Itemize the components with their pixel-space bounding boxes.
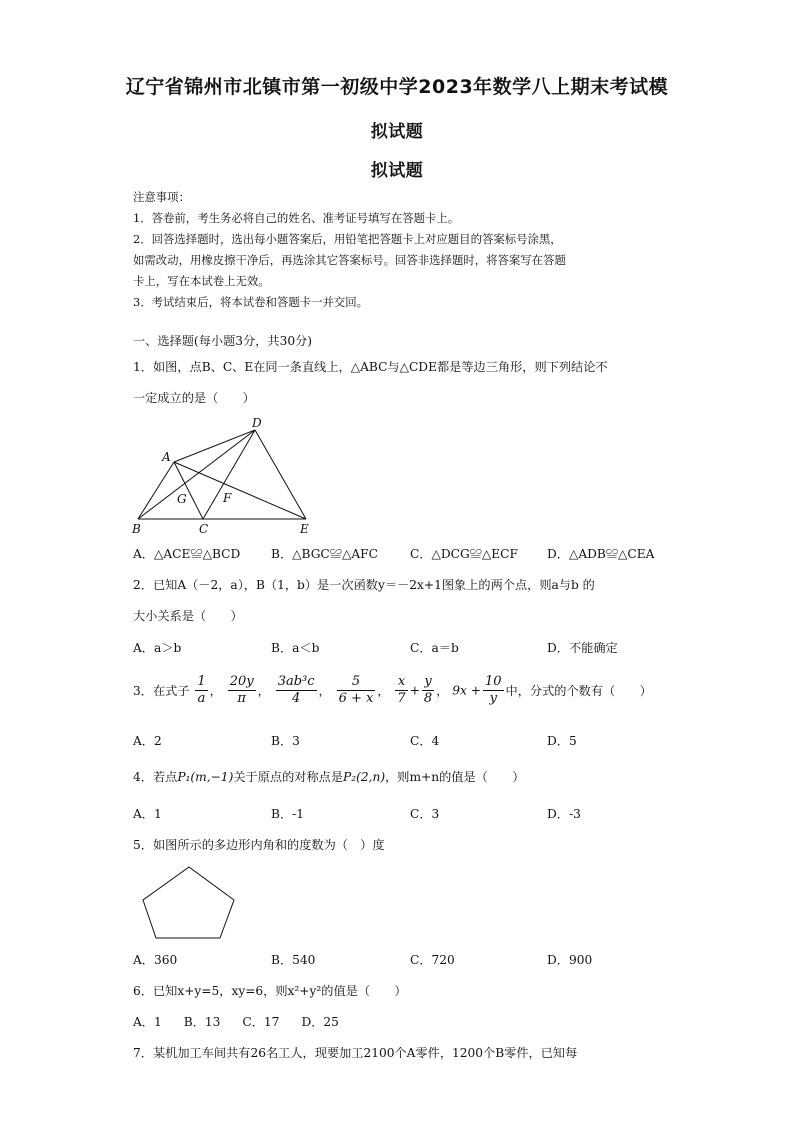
question-3-options bbox=[133, 732, 673, 750]
question-5-options bbox=[133, 951, 673, 969]
option-a[interactable]: A．1 bbox=[133, 807, 162, 821]
figure-label-g: G bbox=[177, 492, 187, 506]
notice-item: 卡上，写在本试卷上无效。 bbox=[133, 274, 270, 288]
option-a[interactable]: A．1 bbox=[133, 1015, 162, 1029]
option-b[interactable]: B．3 bbox=[271, 734, 300, 748]
notice-item: 如需改动，用橡皮擦干净后，再选涂其它答案标号。回答非选择题时，将答案写在答题 bbox=[133, 253, 566, 267]
figure-label-e: E bbox=[300, 522, 309, 536]
section-title: 一、选择题(每小题3分，共30分) bbox=[133, 334, 313, 348]
notice-heading: 注意事项： bbox=[133, 190, 190, 204]
fraction-4: $\frac{5}{6 + x}$ bbox=[338, 674, 374, 706]
option-b[interactable]: B．-1 bbox=[271, 807, 305, 821]
figure-label-d: D bbox=[252, 416, 262, 430]
option-c[interactable]: C．4 bbox=[410, 734, 440, 748]
question-4-text: 4．若点P₁(m,−1)关于原点的对称点是P₂(2,n)，则m+n的值是（ ） bbox=[133, 770, 525, 784]
question-2-text-cont: 大小关系是（ ） bbox=[133, 609, 243, 623]
option-a[interactable]: A．a＞b bbox=[133, 641, 182, 655]
question-3-text: 3．在式子 $\frac{1}{a}$ ， $\frac{20y}{\pi}$ ， $\frac{\text{3ab³c}}{4}$ ， $\frac{5}{6 + x}$ ， $\frac{x}{7}$ + $\frac{y}{8}$ ， 9x + $\frac{10}{y}$ 中，分式的个数有（ ） bbox=[133, 674, 652, 706]
option-a[interactable]: A．△ACE≌△BCD bbox=[133, 547, 241, 561]
option-c[interactable]: C．△DCG≌△ECF bbox=[410, 547, 518, 561]
question-7-text: 7．某机加工车间共有26名工人，现要加工2100个A零件，1200个B零件，已知每 bbox=[133, 1046, 578, 1060]
option-d[interactable]: D．900 bbox=[547, 953, 593, 967]
pentagon-figure bbox=[140, 864, 238, 942]
question-1-text: 1．如图，点B、C、E在同一条直线上，△ABC与△CDE都是等边三角形，则下列结论不 bbox=[133, 360, 608, 374]
figure-label-c: C bbox=[199, 522, 209, 536]
fraction-6: $\frac{10}{y}$ bbox=[484, 674, 502, 706]
fraction-2: $\frac{20y}{\pi}$ bbox=[229, 674, 254, 706]
option-d[interactable]: D．-3 bbox=[547, 807, 581, 821]
question-6-options bbox=[133, 1013, 673, 1031]
option-b[interactable]: B．△BGC≌△AFC bbox=[271, 547, 378, 561]
option-d[interactable]: D．△ADB≌△CEA bbox=[547, 547, 655, 561]
option-c[interactable]: C．17 bbox=[242, 1015, 280, 1029]
point-p2: P₂(2,n) bbox=[343, 770, 386, 784]
question-1-figure bbox=[128, 412, 318, 538]
question-4-options bbox=[133, 805, 673, 823]
notice-item: 3．考试结束后，将本试卷和答题卡一并交回。 bbox=[133, 295, 369, 309]
question-5-text: 5．如图所示的多边形内角和的度数为（ ）度 bbox=[133, 838, 385, 852]
figure-label-f: F bbox=[223, 491, 232, 505]
question-3-prefix: 3．在式子 bbox=[133, 684, 190, 698]
option-d[interactable]: D．25 bbox=[301, 1015, 339, 1029]
option-d[interactable]: D．5 bbox=[547, 734, 577, 748]
notice-item: 1．答卷前，考生务必将自己的姓名、准考证号填写在答题卡上。 bbox=[133, 211, 460, 225]
option-b[interactable]: B．a＜b bbox=[271, 641, 320, 655]
option-b[interactable]: B．540 bbox=[271, 953, 316, 967]
page-title: 辽宁省锦州市北镇市第一初级中学2023年数学八上期末考试模 bbox=[125, 76, 669, 98]
question-3-suffix: 中，分式的个数有（ ） bbox=[505, 684, 652, 698]
question-1-text-cont: 一定成立的是（ ） bbox=[133, 391, 255, 405]
question-1-options bbox=[133, 545, 673, 563]
fraction-3: $\frac{\text{3ab³c}}{4}$ bbox=[277, 674, 315, 706]
option-a[interactable]: A．2 bbox=[133, 734, 162, 748]
question-2-options bbox=[133, 639, 673, 657]
question-2-text: 2．已知A（－2，a），B（1，b）是一次函数y＝－2x+1图象上的两个点，则a与b 的 bbox=[133, 578, 595, 592]
page-title-continued: 拟试题 bbox=[370, 122, 424, 142]
option-c[interactable]: C．3 bbox=[410, 807, 440, 821]
fraction-5b: $\frac{y}{8}$ bbox=[423, 674, 433, 706]
option-b[interactable]: B．13 bbox=[183, 1015, 221, 1029]
fraction-5a: $\frac{x}{7}$ bbox=[397, 674, 406, 706]
figure-label-a: A bbox=[162, 450, 171, 464]
question-6-text: 6．已知x+y=5，xy=6，则x²+y²的值是（ ） bbox=[133, 984, 407, 998]
option-d[interactable]: D．不能确定 bbox=[547, 641, 618, 655]
point-p1: P₁(m,−1) bbox=[177, 770, 234, 784]
option-a[interactable]: A．360 bbox=[133, 953, 178, 967]
option-c[interactable]: C．720 bbox=[410, 953, 455, 967]
fraction-1: $\frac{1}{a}$ bbox=[197, 674, 206, 706]
notice-item: 2．回答选择题时，选出每小题答案后，用铅笔把答题卡上对应题目的答案标号涂黑， bbox=[133, 232, 562, 246]
figure-label-b: B bbox=[132, 522, 141, 536]
page-subtitle: 拟试题 bbox=[370, 161, 424, 181]
option-c[interactable]: C．a＝b bbox=[410, 641, 459, 655]
